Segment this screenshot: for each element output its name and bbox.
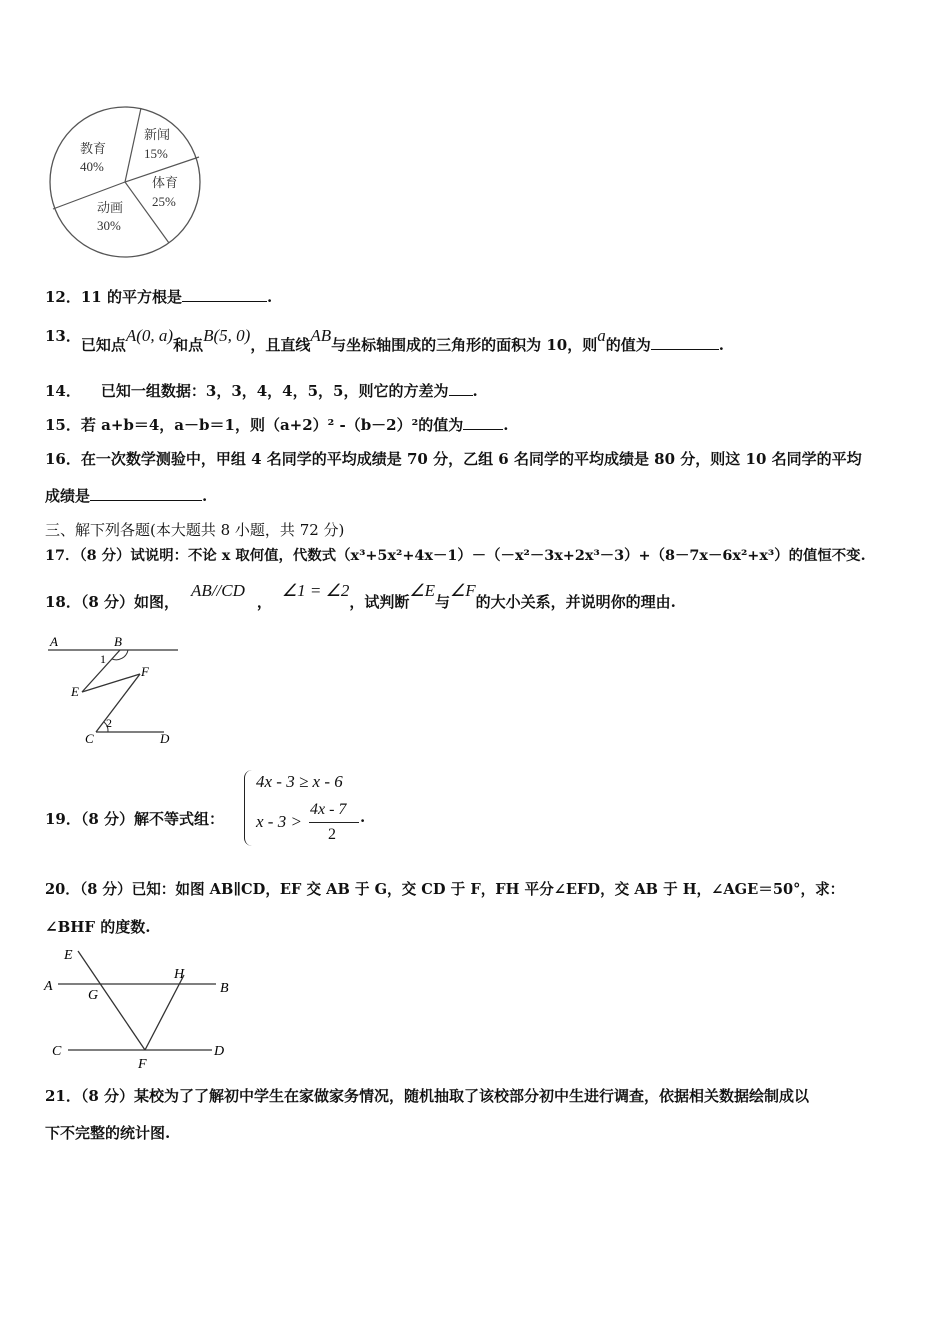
fig18-label-1: 1 [100, 652, 106, 666]
q18-part2: ， [256, 593, 272, 611]
q18-part5: 的大小关系，并说明你的理由. [475, 593, 676, 611]
question-12 [45, 286, 272, 307]
pie-radius-sports-anim [125, 182, 169, 243]
q18-angle-eq: ∠1 = ∠2 [281, 581, 350, 600]
q13-part4: 与坐标轴围成的三角形的面积为 10，则 [331, 336, 598, 354]
figure-18 [40, 632, 185, 747]
q13-point-b: B(5, 0) [203, 326, 251, 345]
q16-line1: 在一次数学测验中，甲组 4 名同学的平均成绩是 70 分，乙组 6 名同学的平均成绩是 80 分，则这 10 名同学的平均 [80, 450, 862, 468]
question-20-line2 [45, 916, 151, 937]
fig20-label-d: D [214, 1044, 225, 1059]
fig18-label-e: E [71, 684, 79, 699]
fig20-label-a: A [44, 979, 53, 994]
q19-fraction-bar [309, 822, 359, 823]
fig18-label-a: A [50, 634, 58, 649]
q17-text: （8 分）试说明：不论 x 取何值，代数式（x³+5x²+4x－1）－（－x²－3x+2x³－3）+（8－7x－6x²+x³）的值恒不变. [79, 547, 866, 564]
fig18-label-d: D [160, 731, 170, 746]
q13-blank[interactable] [651, 335, 719, 350]
q13-point-a: A(0, a) [125, 326, 174, 345]
q13-part1: 已知点 [80, 336, 126, 354]
fig20-label-g: G [88, 988, 99, 1003]
fig18-label-2: 2 [106, 716, 112, 730]
q16-end: . [202, 487, 208, 505]
question-20 [45, 878, 844, 899]
fig20-label-h: H [174, 967, 185, 982]
pie-radius-news-top [125, 108, 141, 182]
q16-number: 16． [45, 450, 81, 468]
q15-end: . [503, 416, 509, 434]
q18-number: 18． [45, 593, 81, 611]
fig18-label-f: F [141, 664, 149, 679]
q19-fraction-numerator: 4x - 7 [310, 801, 347, 818]
section-3-heading: 三、解下列各题(本大题共 8 小题，共 72 分) [45, 521, 345, 539]
fig20-line-fh [145, 975, 184, 1050]
q17-number: 17． [45, 547, 80, 564]
question-17 [45, 544, 866, 565]
q18-ab-parallel-cd: AB//CD [191, 581, 245, 600]
pie-label-anim: 动画 [97, 200, 124, 215]
q13-line-ab: AB [310, 326, 332, 345]
q20-line2: ∠BHF 的度数. [45, 918, 151, 936]
q18-angle-e: ∠E [409, 581, 435, 600]
q15-blank[interactable] [463, 415, 503, 430]
q18-part1: （8 分）如图， [80, 593, 180, 611]
q18-part4: 与 [435, 593, 451, 611]
q18-angle-f: ∠F [450, 581, 476, 600]
q14-number: 14． [45, 382, 81, 400]
q13-part3: ，且直线 [250, 336, 311, 354]
q13-part2: 和点 [173, 336, 204, 354]
q21-number: 21． [45, 1087, 81, 1105]
pie-pct-anim: 30% [97, 218, 121, 233]
q12-number: 12． [45, 288, 81, 306]
q13-var-a: a [597, 326, 606, 345]
pie-pct-sports: 25% [152, 194, 176, 209]
q20-number: 20． [45, 881, 80, 898]
fig18-line-fc [96, 674, 140, 732]
fig18-label-b: B [114, 634, 122, 649]
q13-number: 13． [45, 327, 81, 345]
q12-text: 11 的平方根是 [80, 288, 182, 306]
fig20-label-e: E [64, 948, 73, 963]
q18-part3: ，试判断 [349, 593, 410, 611]
q13-part5: 的值为 [605, 336, 651, 354]
q19-inequality-1: 4x - 3 ≥ x - 6 [256, 772, 343, 791]
question-21-line2 [45, 1122, 170, 1143]
fig18-angle1-arc [112, 650, 128, 660]
q12-end: . [266, 288, 273, 306]
question-19 [45, 808, 224, 829]
question-16-line2 [45, 485, 207, 506]
pie-pct-news: 15% [144, 146, 168, 161]
pie-label-sports: 体育 [152, 175, 179, 190]
q13-end: . [718, 336, 724, 354]
q16-line2: 成绩是 [45, 487, 91, 505]
q14-end: . [472, 382, 478, 400]
q20-line1: （8 分）已知：如图 AB∥CD，EF 交 AB 于 G，交 CD 于 F，FH 平分∠EFD，交 AB 于 H，∠AGE＝50°，求： [79, 881, 845, 898]
question-13 [45, 325, 724, 354]
q15-number: 15． [45, 416, 81, 434]
q19-fraction-denominator: 2 [328, 826, 336, 843]
q19-text: （8 分）解不等式组： [80, 810, 225, 828]
q19-number: 19． [45, 810, 81, 828]
question-15 [45, 414, 508, 435]
q19-inequality-2-lhs: x - 3 > [256, 812, 302, 831]
pie-label-news: 新闻 [144, 127, 171, 142]
question-18 [45, 580, 676, 611]
pie-label-edu: 教育 [80, 141, 107, 156]
fig20-label-c: C [52, 1044, 62, 1059]
figure-20 [40, 945, 240, 1070]
q21-line1: （8 分）某校为了了解初中学生在家做家务情况，随机抽取了该校部分初中生进行调查，依据相关数据绘制成以 [80, 1087, 810, 1105]
q14-text: 已知一组数据：3，3，4，4，5，5，则它的方差为 [100, 382, 449, 400]
q21-line2: 下不完整的统计图. [45, 1124, 171, 1142]
q16-blank[interactable] [90, 486, 202, 501]
question-16 [45, 448, 862, 469]
pie-pct-edu: 40% [80, 159, 104, 174]
question-21 [45, 1085, 809, 1106]
q14-blank[interactable] [449, 381, 473, 396]
q12-blank[interactable] [182, 287, 267, 302]
question-14 [45, 380, 478, 401]
q19-brace [244, 770, 255, 846]
fig20-label-b: B [220, 981, 229, 996]
pie-chart [45, 105, 205, 265]
fig20-label-f: F [138, 1057, 147, 1070]
q19-end: . [360, 808, 366, 826]
fig18-label-c: C [85, 731, 94, 746]
q15-text: 若 a+b＝4，a－b＝1，则（a+2）² -（b－2）²的值为 [80, 416, 464, 434]
